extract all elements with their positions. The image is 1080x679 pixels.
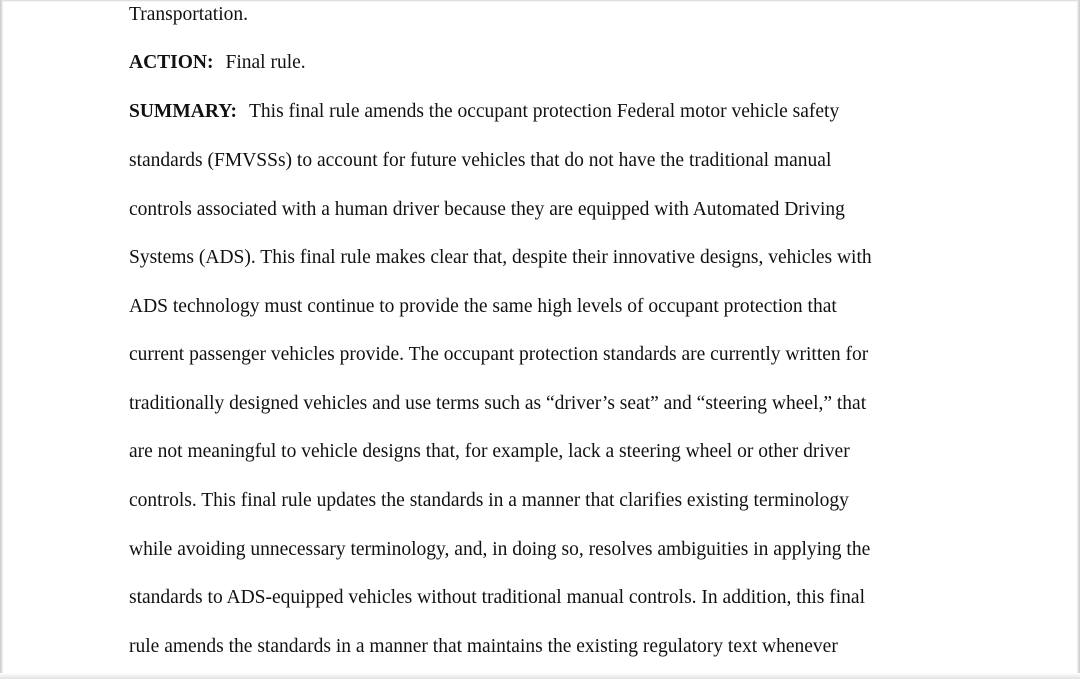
summary-line: Systems (ADS). This final rule makes clear that, despite their innovative designs, vehicles with: [129, 247, 872, 268]
summary-first-line: [129, 100, 839, 124]
action-value: Final rule.: [225, 52, 306, 73]
summary-label: SUMMARY:: [129, 101, 238, 122]
heading-line: Transportation.: [129, 4, 248, 25]
summary-line: controls. This final rule updates the standards in a manner that clarifies existing terminology: [129, 490, 849, 511]
page-bottom-edge: [0, 673, 1080, 679]
summary-line: ADS technology must continue to provide the same high levels of occupant protection that: [129, 296, 837, 317]
summary-line: rule amends the standards in a manner that maintains the existing regulatory text whenever: [129, 636, 838, 657]
summary-line: standards to ADS-equipped vehicles without traditional manual controls. In addition, this final: [129, 587, 865, 608]
summary-line: controls associated with a human driver because they are equipped with Automated Driving: [129, 199, 845, 220]
page-left-edge: [0, 0, 3, 679]
action-paragraph: [129, 51, 306, 75]
action-label: ACTION:: [129, 52, 214, 73]
summary-line: traditionally designed vehicles and use terms such as “driver’s seat” and “steering wheel,” that: [129, 393, 867, 414]
summary-line: standards (FMVSSs) to account for future vehicles that do not have the traditional manual: [129, 150, 832, 171]
page-top-edge: [0, 0, 1080, 2]
summary-first-text: This final rule amends the occupant protection Federal motor vehicle safety: [249, 101, 840, 122]
summary-line: are not meaningful to vehicle designs that, for example, lack a steering wheel or other driver: [129, 441, 850, 462]
summary-line: current passenger vehicles provide. The occupant protection standards are currently written for: [129, 344, 869, 365]
summary-line: while avoiding unnecessary terminology, and, in doing so, resolves ambiguities in applying the: [129, 539, 871, 560]
